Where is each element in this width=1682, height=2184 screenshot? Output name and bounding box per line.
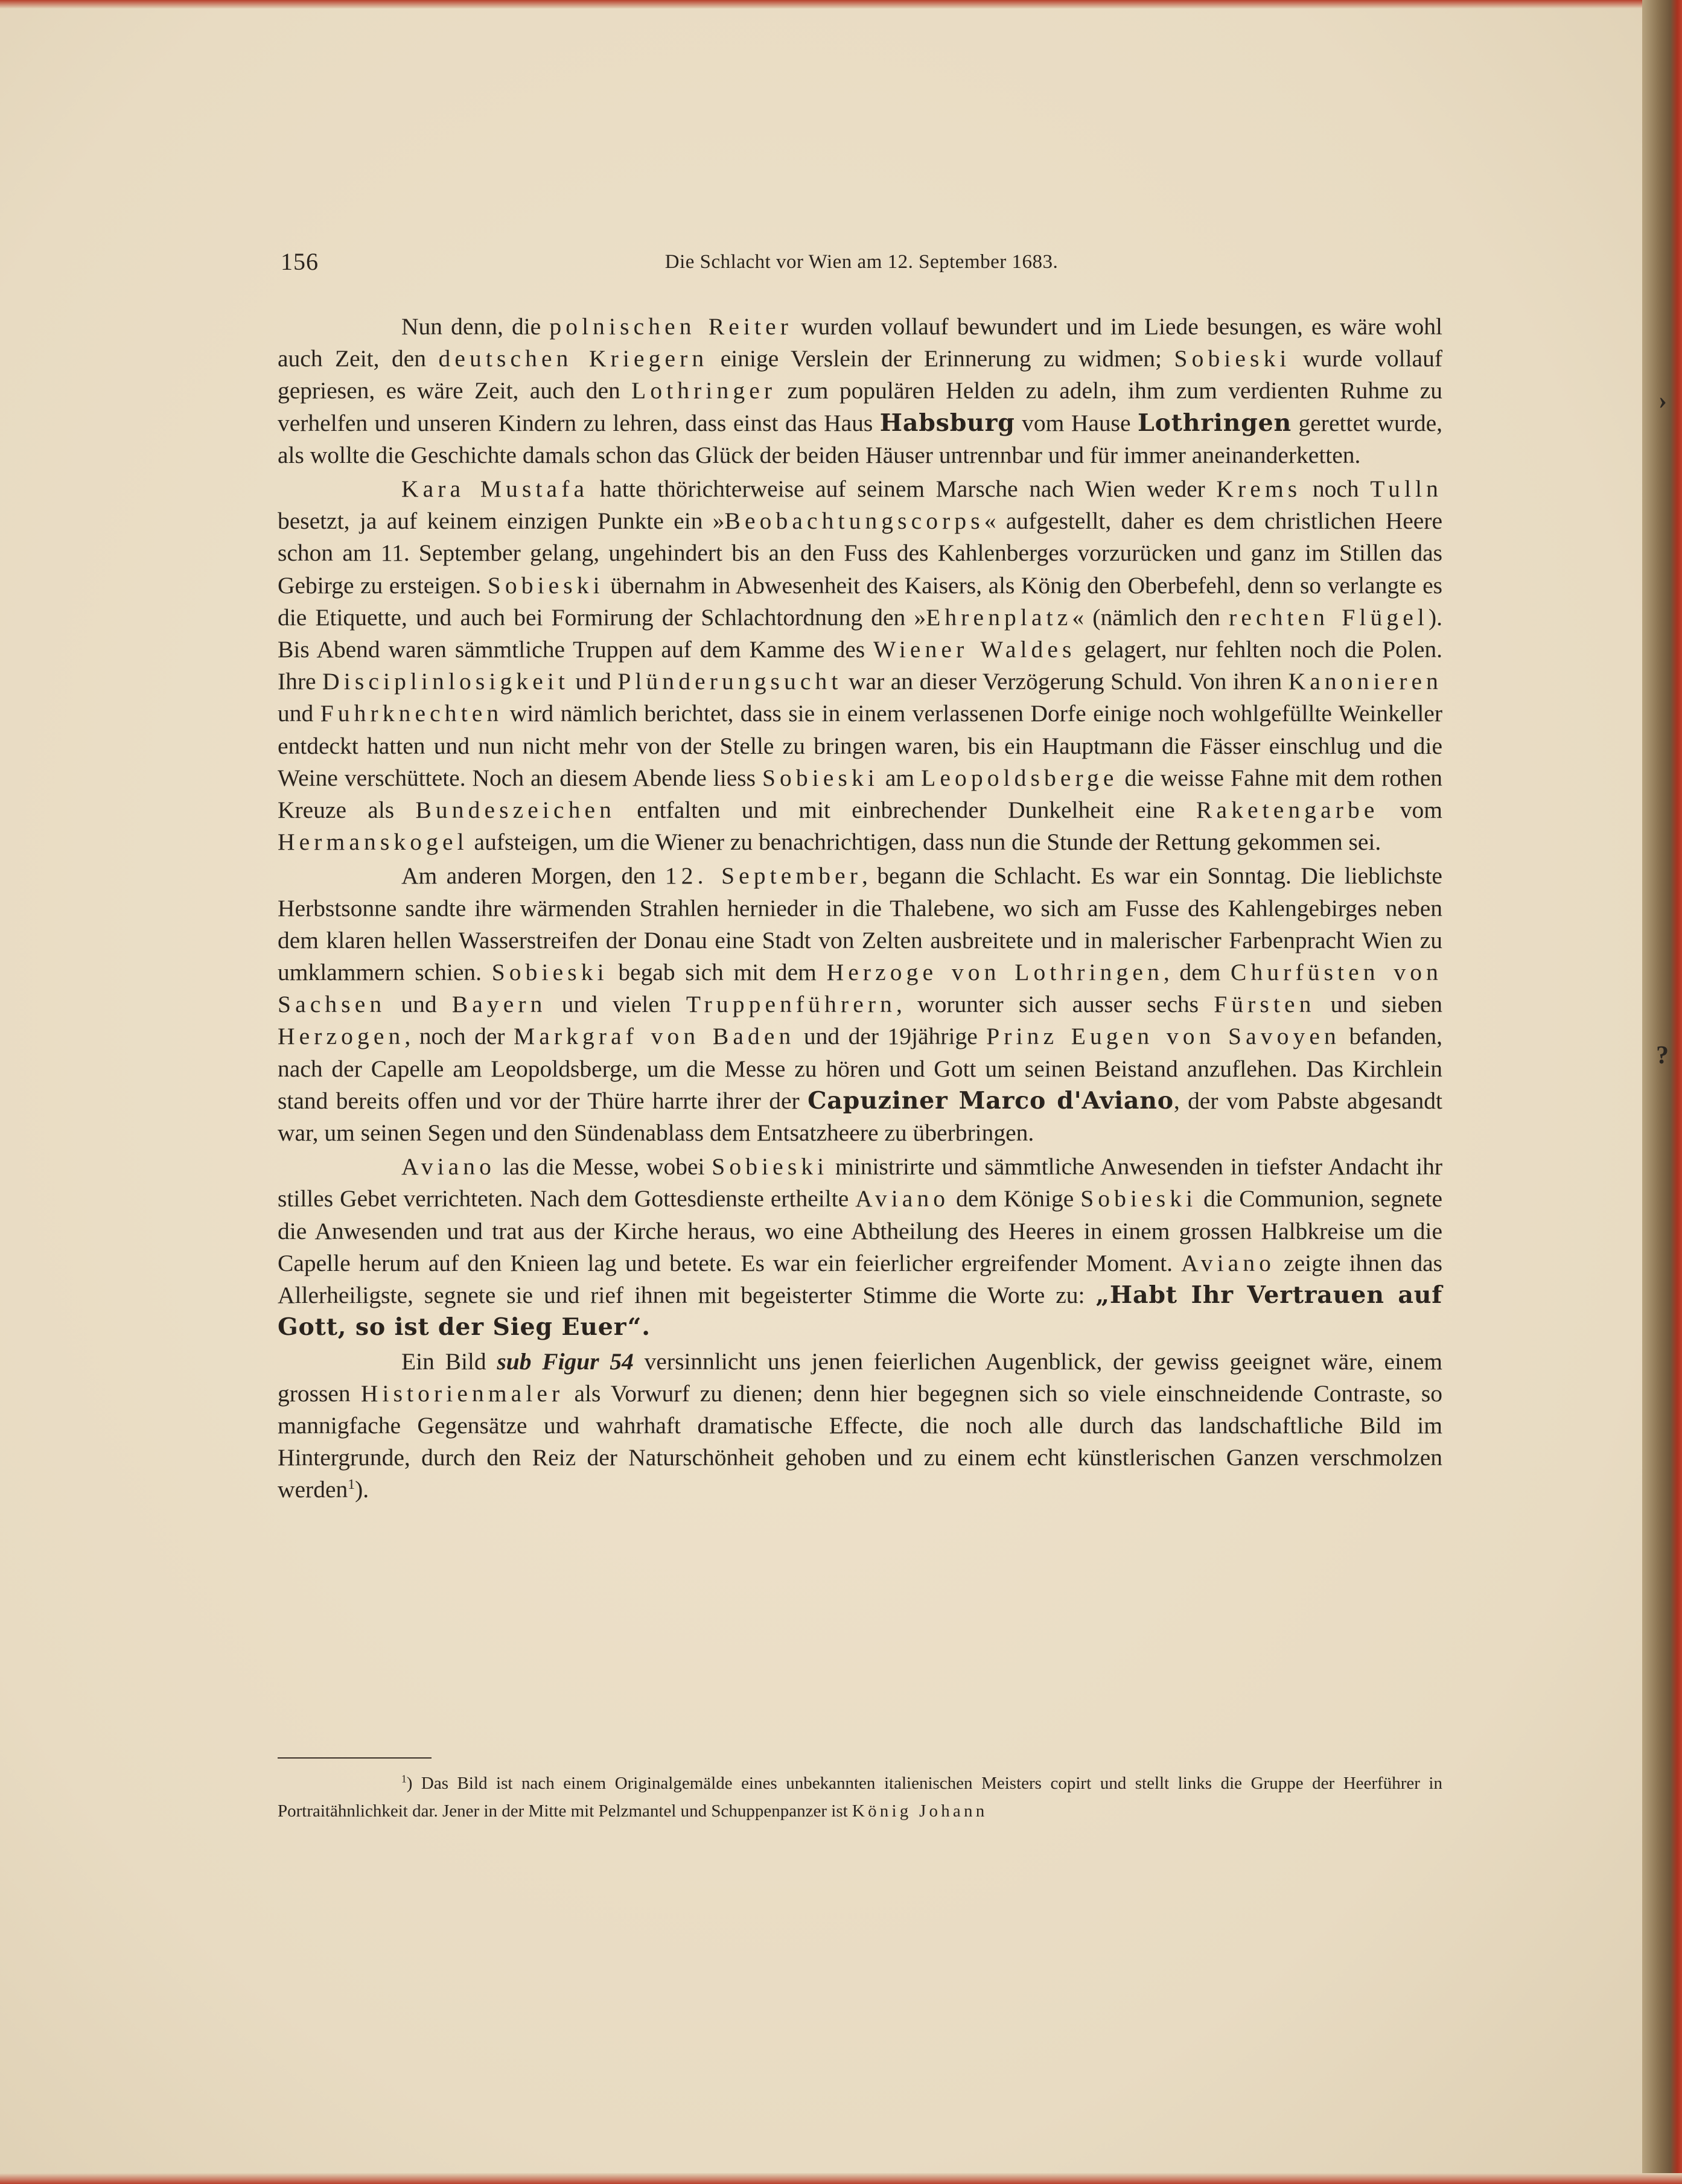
footnote-marker: 1 bbox=[401, 1772, 407, 1785]
text-run: zum populären Helden zu adeln, ihm zum verdienten Ruhme zu verhelfen und unseren Kindern zu lehren, dass einst das Haus bbox=[278, 377, 1443, 436]
text-run: las die Messe, wobei bbox=[495, 1153, 712, 1180]
paragraph-5 bbox=[278, 1346, 1442, 1506]
text-run: und bbox=[569, 668, 618, 695]
text-run: aufsteigen, um die Wiener zu benachrichtigen, dass nun die Stunde der Rettung gekommen sei. bbox=[468, 829, 1381, 856]
text-run: ) Das Bild ist nach einem Originalgemälde eines unbekannten italienischen Meisters copirt und stellt links die Gruppe der Heerführer in Portraitähnlichkeit dar. Jener in der Mitte mit Pelzmantel und Schuppenpanzer ist bbox=[278, 1774, 1442, 1821]
fraktur-emphasis: Lothringen bbox=[1138, 409, 1292, 437]
paragraph-1 bbox=[278, 311, 1442, 471]
text-run: war an dieser Verzögerung Schuld. Von ihren bbox=[842, 668, 1289, 695]
spaced-emphasis: Historienmaler bbox=[360, 1380, 564, 1407]
text-run: hatte thörichterweise auf seinem Marsche nach Wien weder bbox=[588, 476, 1217, 503]
spaced-emphasis: Beobachtungscorps bbox=[724, 508, 984, 535]
text-run: einige Verslein der Erinnerung zu widmen; bbox=[708, 345, 1174, 372]
text-run: und bbox=[386, 991, 452, 1018]
paragraph-3 bbox=[278, 860, 1442, 1149]
page-header bbox=[281, 247, 1442, 284]
spaced-emphasis: Prinz Eugen von Savoyen bbox=[986, 1023, 1340, 1050]
spaced-emphasis: Kara Mustafa bbox=[401, 476, 589, 503]
spaced-emphasis: Sobieski bbox=[487, 571, 604, 599]
spaced-emphasis: Hermanskogel bbox=[278, 829, 468, 856]
text-run: , dem bbox=[1163, 959, 1231, 986]
footnote-marker: 1 bbox=[348, 1477, 355, 1493]
spaced-emphasis: Herzogen bbox=[278, 1023, 405, 1050]
page-number: 156 bbox=[281, 248, 319, 275]
text-run: als Vorwurf zu dienen; denn hier begegnen sich so viele einschneidende Contraste, so mannigfache Gegensätze und wahrhaft dramatische Effecte, die noch alle durch das landschaftliche Bild im Hintergrunde, durch den Reiz der Naturschönheit gehoben und zu einem echt künstlerischen Ganzen verschmolzen werden bbox=[278, 1380, 1442, 1503]
footnote bbox=[278, 1769, 1442, 1825]
spaced-emphasis: Krems bbox=[1216, 476, 1302, 503]
spaced-emphasis: König Johann bbox=[852, 1801, 988, 1821]
text-run: dem Könige bbox=[949, 1185, 1081, 1212]
text-run: ). bbox=[355, 1476, 369, 1503]
fraktur-emphasis: „Habt Ihr Vertrauen auf Gott, so ist der Sieg Euer“. bbox=[278, 1281, 1442, 1342]
text-run: und der 19jährige bbox=[795, 1023, 987, 1050]
text-run: wird nämlich berichtet, dass sie in einem verlassenen Dorfe einige noch wohlgefüllte Weinkeller entdeckt hatten und nun nicht mehr von der Stelle zu bringen waren, bis ein Hauptmann die Fässer einschlug und die Weine verschüttete. Noch an diesem Abende liess bbox=[278, 700, 1442, 791]
spaced-emphasis: Truppenführern bbox=[686, 991, 897, 1018]
spaced-emphasis: Fürsten bbox=[1214, 991, 1316, 1018]
footnote-text bbox=[278, 1769, 1442, 1825]
margin-mark: ? bbox=[1656, 1042, 1669, 1069]
spaced-emphasis: Disciplinlosigkeit bbox=[322, 668, 569, 695]
text-run: die weisse Fahne mit dem rothen Kreuze als bbox=[278, 764, 1443, 824]
book-spine-edge bbox=[1642, 0, 1682, 2184]
spaced-emphasis: Sobieski bbox=[1174, 345, 1291, 372]
paragraph-4 bbox=[278, 1151, 1442, 1343]
spaced-emphasis: Ehrenplatz bbox=[926, 603, 1072, 631]
spaced-emphasis: rechten Flügel bbox=[1229, 603, 1429, 631]
spaced-emphasis: Sobieski bbox=[1080, 1185, 1197, 1212]
text-run: ). Bis Abend waren sämmtliche Truppen auf dem Kamme des bbox=[278, 603, 1442, 663]
spaced-emphasis: Churfüsten von Sachsen bbox=[278, 959, 1442, 1018]
text-run: und sieben bbox=[1315, 991, 1443, 1018]
page-edge-bottom bbox=[0, 2173, 1682, 2184]
running-title: Die Schlacht vor Wien am 12. September 1683. bbox=[664, 251, 1059, 273]
spaced-emphasis: Herzoge von Lothringen bbox=[826, 959, 1164, 986]
text-run: Ein Bild bbox=[401, 1348, 497, 1375]
spaced-emphasis: Sobieski bbox=[712, 1153, 829, 1180]
spaced-emphasis: Tulln bbox=[1370, 476, 1443, 503]
text-run: gelagert, nur fehlten noch die Polen. Ihre bbox=[278, 636, 1443, 695]
margin-mark: › bbox=[1658, 387, 1667, 415]
spaced-emphasis: Sobieski bbox=[762, 764, 879, 791]
page-edge-top bbox=[0, 0, 1682, 8]
spaced-emphasis: deutschen Kriegern bbox=[438, 345, 709, 372]
text-run: entfalten und mit einbrechender Dunkelheit eine bbox=[616, 797, 1197, 824]
fraktur-emphasis: Habsburg bbox=[879, 409, 1015, 437]
spaced-emphasis: Raketengarbe bbox=[1196, 797, 1379, 824]
text-run: befanden, nach der Capelle am Leopoldsberge, um die Messe zu hören und Gott um seinen Beistand anzuflehen. Das Kirchlein stand bereits offen und vor der Thüre harrte ihrer der bbox=[278, 1023, 1443, 1114]
text-run: und vielen bbox=[546, 991, 686, 1018]
spaced-emphasis: Sobieski bbox=[491, 959, 608, 986]
text-run: noch bbox=[1301, 476, 1371, 503]
spaced-emphasis: Aviano bbox=[401, 1153, 496, 1180]
spaced-emphasis: Lothringer bbox=[631, 377, 777, 404]
text-run: Nun denn, die bbox=[401, 313, 550, 340]
footnote-rule bbox=[278, 1757, 432, 1759]
text-run: , begann die Schlacht. Es war ein Sonntag. Die lieblichste Herbstsonne sandte ihre wärmenden Strahlen hernieder in die Thalebene, wo sich am Fusse des Kahlengebirges neben dem klaren hellen Wasserstreifen der Donau eine Stadt von Zelten ausbreitete und in malerischer Farbenpracht Wien zu umklammern schien. bbox=[278, 862, 1442, 986]
text-run: gerettet wurde, als wollte die Geschichte damals schon das Glück der beiden Häuser untrennbar und für immer aneinanderketten. bbox=[278, 409, 1443, 468]
spaced-emphasis: Plünderungsucht bbox=[617, 668, 843, 695]
text-run: versinnlicht uns jenen feierlichen Augenblick, der gewiss geeignet wäre, einem grossen bbox=[278, 1348, 1442, 1407]
text-run: am bbox=[878, 764, 922, 791]
paragraph-2 bbox=[278, 473, 1442, 858]
spaced-emphasis: 12. September bbox=[664, 862, 862, 890]
text-run: die Communion, segnete die Anwesenden und trat aus der Kirche heraus, wo eine Abtheilung des Heeres in einem grossen Halbkreise um die Capelle herum auf den Knieen lag und betete. Es war ein feierlicher ergreifender Moment. bbox=[278, 1185, 1442, 1276]
text-run: ministrirte und sämmtliche Anwesenden in tiefster Andacht ihr stilles Gebet verrichteten. Nach dem Gottesdienste ertheilte bbox=[278, 1153, 1442, 1212]
spaced-emphasis: Bundeszeichen bbox=[415, 797, 616, 824]
text-run: besetzt, ja auf keinem einzigen Punkte ein » bbox=[278, 508, 725, 535]
fraktur-emphasis: Capuziner Marco d'Aviano bbox=[808, 1086, 1174, 1115]
spaced-emphasis: Wiener Waldes bbox=[873, 636, 1076, 663]
text-run: , worunter sich ausser sechs bbox=[896, 991, 1214, 1018]
text-run: wurden vollauf bewundert und im Liede besungen, es wäre wohl auch Zeit, den bbox=[278, 313, 1442, 372]
spaced-emphasis: Bayern bbox=[451, 991, 547, 1018]
spaced-emphasis: Aviano bbox=[855, 1185, 950, 1212]
text-run: Am anderen Morgen, den bbox=[401, 862, 665, 890]
spaced-emphasis: polnischen Reiter bbox=[549, 313, 792, 340]
body-text bbox=[278, 311, 1442, 1508]
text-run: begab sich mit dem bbox=[608, 959, 827, 986]
text-run: vom Hause bbox=[1015, 409, 1138, 436]
text-run: « (nämlich den bbox=[1072, 603, 1229, 631]
figure-reference: sub Figur 54 bbox=[497, 1348, 634, 1375]
text-run: übernahm in Abwesenheit des Kaisers, als König den Oberbefehl, denn so verlangte es die Etiquette, und auch bei Formirung der Schlachtordnung den » bbox=[278, 571, 1442, 631]
text-run: zeigte ihnen das Allerheiligste, segnete sie und rief ihnen mit begeisterter Stimme die Worte zu: bbox=[278, 1249, 1442, 1309]
spaced-emphasis: Kanonieren bbox=[1288, 668, 1443, 695]
text-run: , der vom Pabste abgesandt war, um seinen Segen und den Sündenablass dem Entsatzheere zu überbringen. bbox=[278, 1087, 1442, 1147]
text-run: vom bbox=[1378, 797, 1442, 824]
text-run: « aufgestellt, daher es dem christlichen Heere schon am 11. September gelang, ungehindert bis an den Fuss des Kahlenberges vorzurücken und ganz im Stillen das Gebirge zu ersteigen. bbox=[278, 508, 1442, 599]
text-run: , noch der bbox=[404, 1023, 514, 1050]
text-run: und bbox=[278, 700, 320, 727]
spaced-emphasis: Leopoldsberge bbox=[921, 764, 1118, 791]
text-run: wurde vollauf gepriesen, es wäre Zeit, auch den bbox=[278, 345, 1442, 404]
spaced-emphasis: Fuhrknechten bbox=[320, 700, 503, 727]
spaced-emphasis: Aviano bbox=[1181, 1249, 1276, 1276]
spaced-emphasis: Markgraf von Baden bbox=[514, 1023, 795, 1050]
